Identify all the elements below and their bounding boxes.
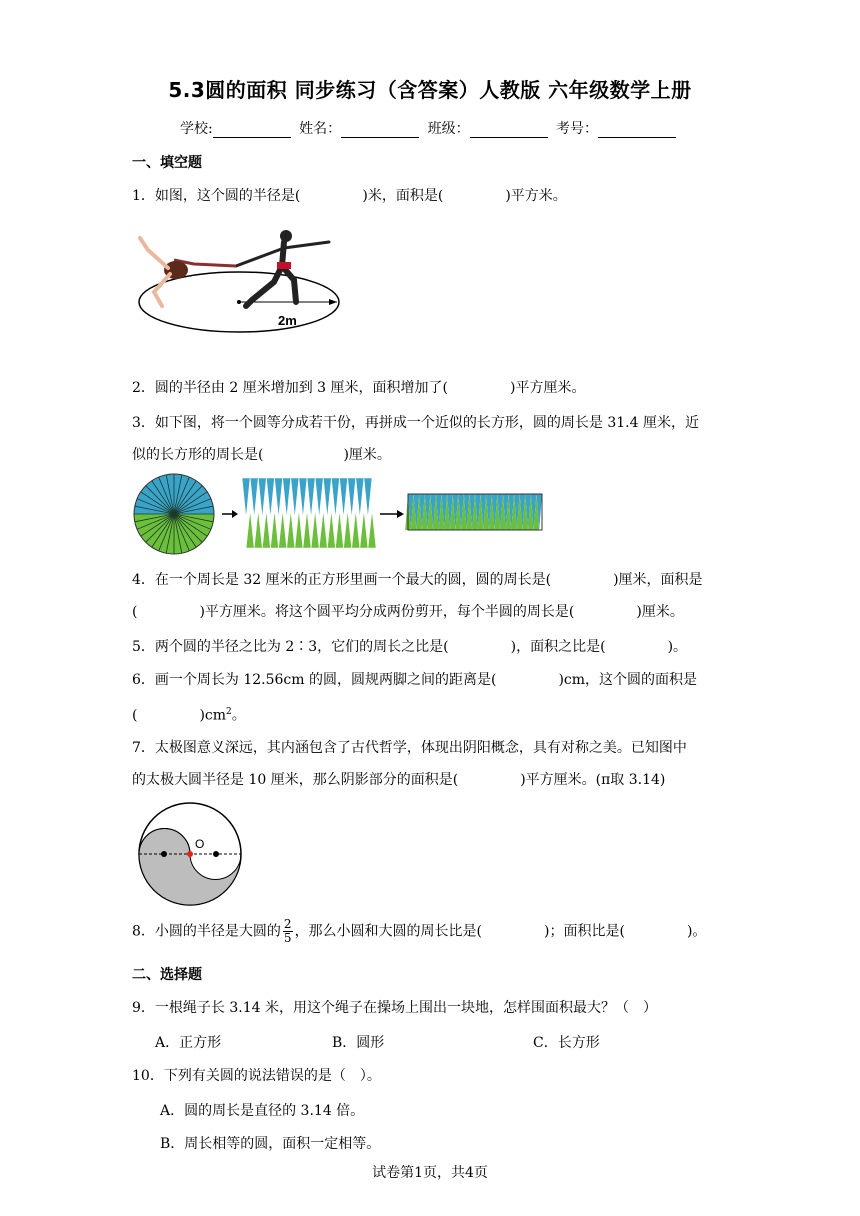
school-blank [213, 123, 291, 138]
question-2: 2．圆的半径由 2 厘米增加到 3 厘米，面积增加了( )平方厘米。 [132, 380, 586, 396]
name-blank [341, 123, 419, 138]
q9-option-b[interactable]: B．圆形 [332, 1035, 385, 1051]
radius-label: 2m [278, 313, 297, 328]
q9-option-a[interactable]: A．正方形 [155, 1035, 222, 1051]
fraction: $\frac{2}{5}$ [283, 917, 292, 945]
q10-option-b[interactable]: B．周长相等的圆，面积一定相等。 [160, 1136, 381, 1152]
school-label: 学校: [179, 121, 213, 137]
question-6: 6．画一个周长为 12.56cm 的圆，圆规两脚之间的距离是( )cm，这个圆的面积是 ( )$cm^2$。 [132, 672, 698, 724]
section-choice: 二、选择题 [132, 967, 202, 983]
student-info-line [0, 118, 860, 138]
page-footer: 试卷第1页，共4页 [372, 1165, 488, 1181]
section-fill-in: 一、填空题 [132, 155, 202, 171]
page-title: 5.3圆的面积 同步练习（含答案）人教版 六年级数学上册 [168, 78, 692, 102]
q9-option-c[interactable]: C．长方形 [533, 1035, 600, 1051]
center-label: O [195, 837, 205, 851]
question-1: 1．如图，这个圆的半径是( )米，面积是( )平方米。 [132, 188, 567, 204]
circle-to-rectangle-figure [132, 472, 547, 556]
question-3: 3．如下图，将一个圆等分成若干份，再拼成一个近似的长方形，圆的周长是 31.4 厘米，近 似的长方形的周长是( )厘米。 [132, 415, 699, 463]
exam-no-label: 考号： [556, 121, 599, 137]
question-7: 7．太极图意义深远，其内涵包含了古代哲学，体现出阴阳概念，具有对称之美。已知图中 的太极大圆半径是 10 厘米，那么阴影部分的面积是( )平方厘米。(π取 3.14) [132, 740, 687, 788]
skater-circle-figure [134, 222, 344, 336]
question-10: 10．下列有关圆的说法错误的是（ ）。 [132, 1068, 381, 1084]
name-label: 姓名： [299, 121, 342, 137]
question-4: 4．在一个周长是 32 厘米的正方形里画一个最大的圆，圆的周长是( )厘米，面积是 ( )平方厘米。将这个圆平均分成两份剪开，每个半圆的周长是( )厘米。 [132, 572, 703, 620]
question-9: 9．一根绳子长 3.14 米，用这个绳子在操场上围出一块地，怎样围面积最大？（ ） [132, 1000, 657, 1016]
taiji-figure [136, 800, 244, 908]
question-5: 5．两个圆的半径之比为 2∶3，它们的周长之比是( )，面积之比是( )。 [132, 639, 688, 655]
question-8: 8．小圆的半径是大圆的 $\frac{2}{5}$ ，那么小圆和大圆的周长比是( )；面积比是( )。 [132, 917, 707, 945]
q10-option-a[interactable]: A．圆的周长是直径的 3.14 倍。 [160, 1103, 365, 1119]
class-blank [470, 123, 548, 138]
class-label: 班级： [427, 121, 470, 137]
exam-no-blank [598, 123, 676, 138]
